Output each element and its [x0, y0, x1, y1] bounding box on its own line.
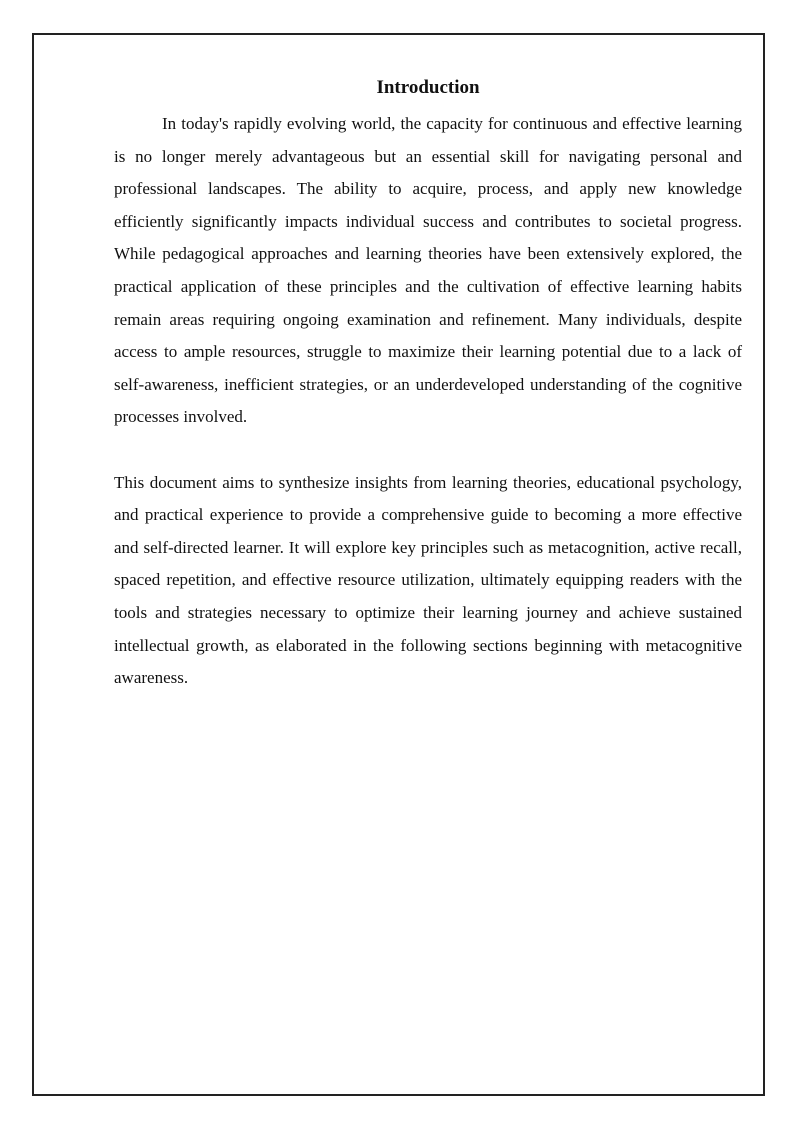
paragraph-1: In today's rapidly evolving world, the capacity for continuous and effective learning is no longer merely advantageous but an essential skill for navigating personal and professional landscapes. The ability to acquire, process, and apply new knowledge efficiently significantly impacts individual success and contributes to societal progress. While pedagogical approaches and learning theories have been extensively explored, the practical application of these principles and the cultivation of effective learning habits remain areas requiring ongoing examination and refinement. Many individuals, despite access to ample resources, struggle to maximize their learning potential due to a lack of self-awareness, inefficient strategies, or an underdeveloped understanding of the cognitive processes involved.	[114, 114, 742, 427]
paragraph-2: This document aims to synthesize insights from learning theories, educational psychology, and practical experience to provide a comprehensive guide to becoming a more effective and self-directed learner. It will explore key principles such as metacognition, active recall, spaced repetition, and effective resource utilization, ultimately equipping readers with the tools and strategies necessary to optimize their learning journey and achieve sustained intellectual growth, as elaborated in the following sections beginning with metacognitive awareness.	[114, 472, 742, 688]
section-heading: Introduction	[376, 77, 480, 98]
document-body	[114, 74, 742, 695]
paragraph-spacer	[114, 434, 742, 467]
